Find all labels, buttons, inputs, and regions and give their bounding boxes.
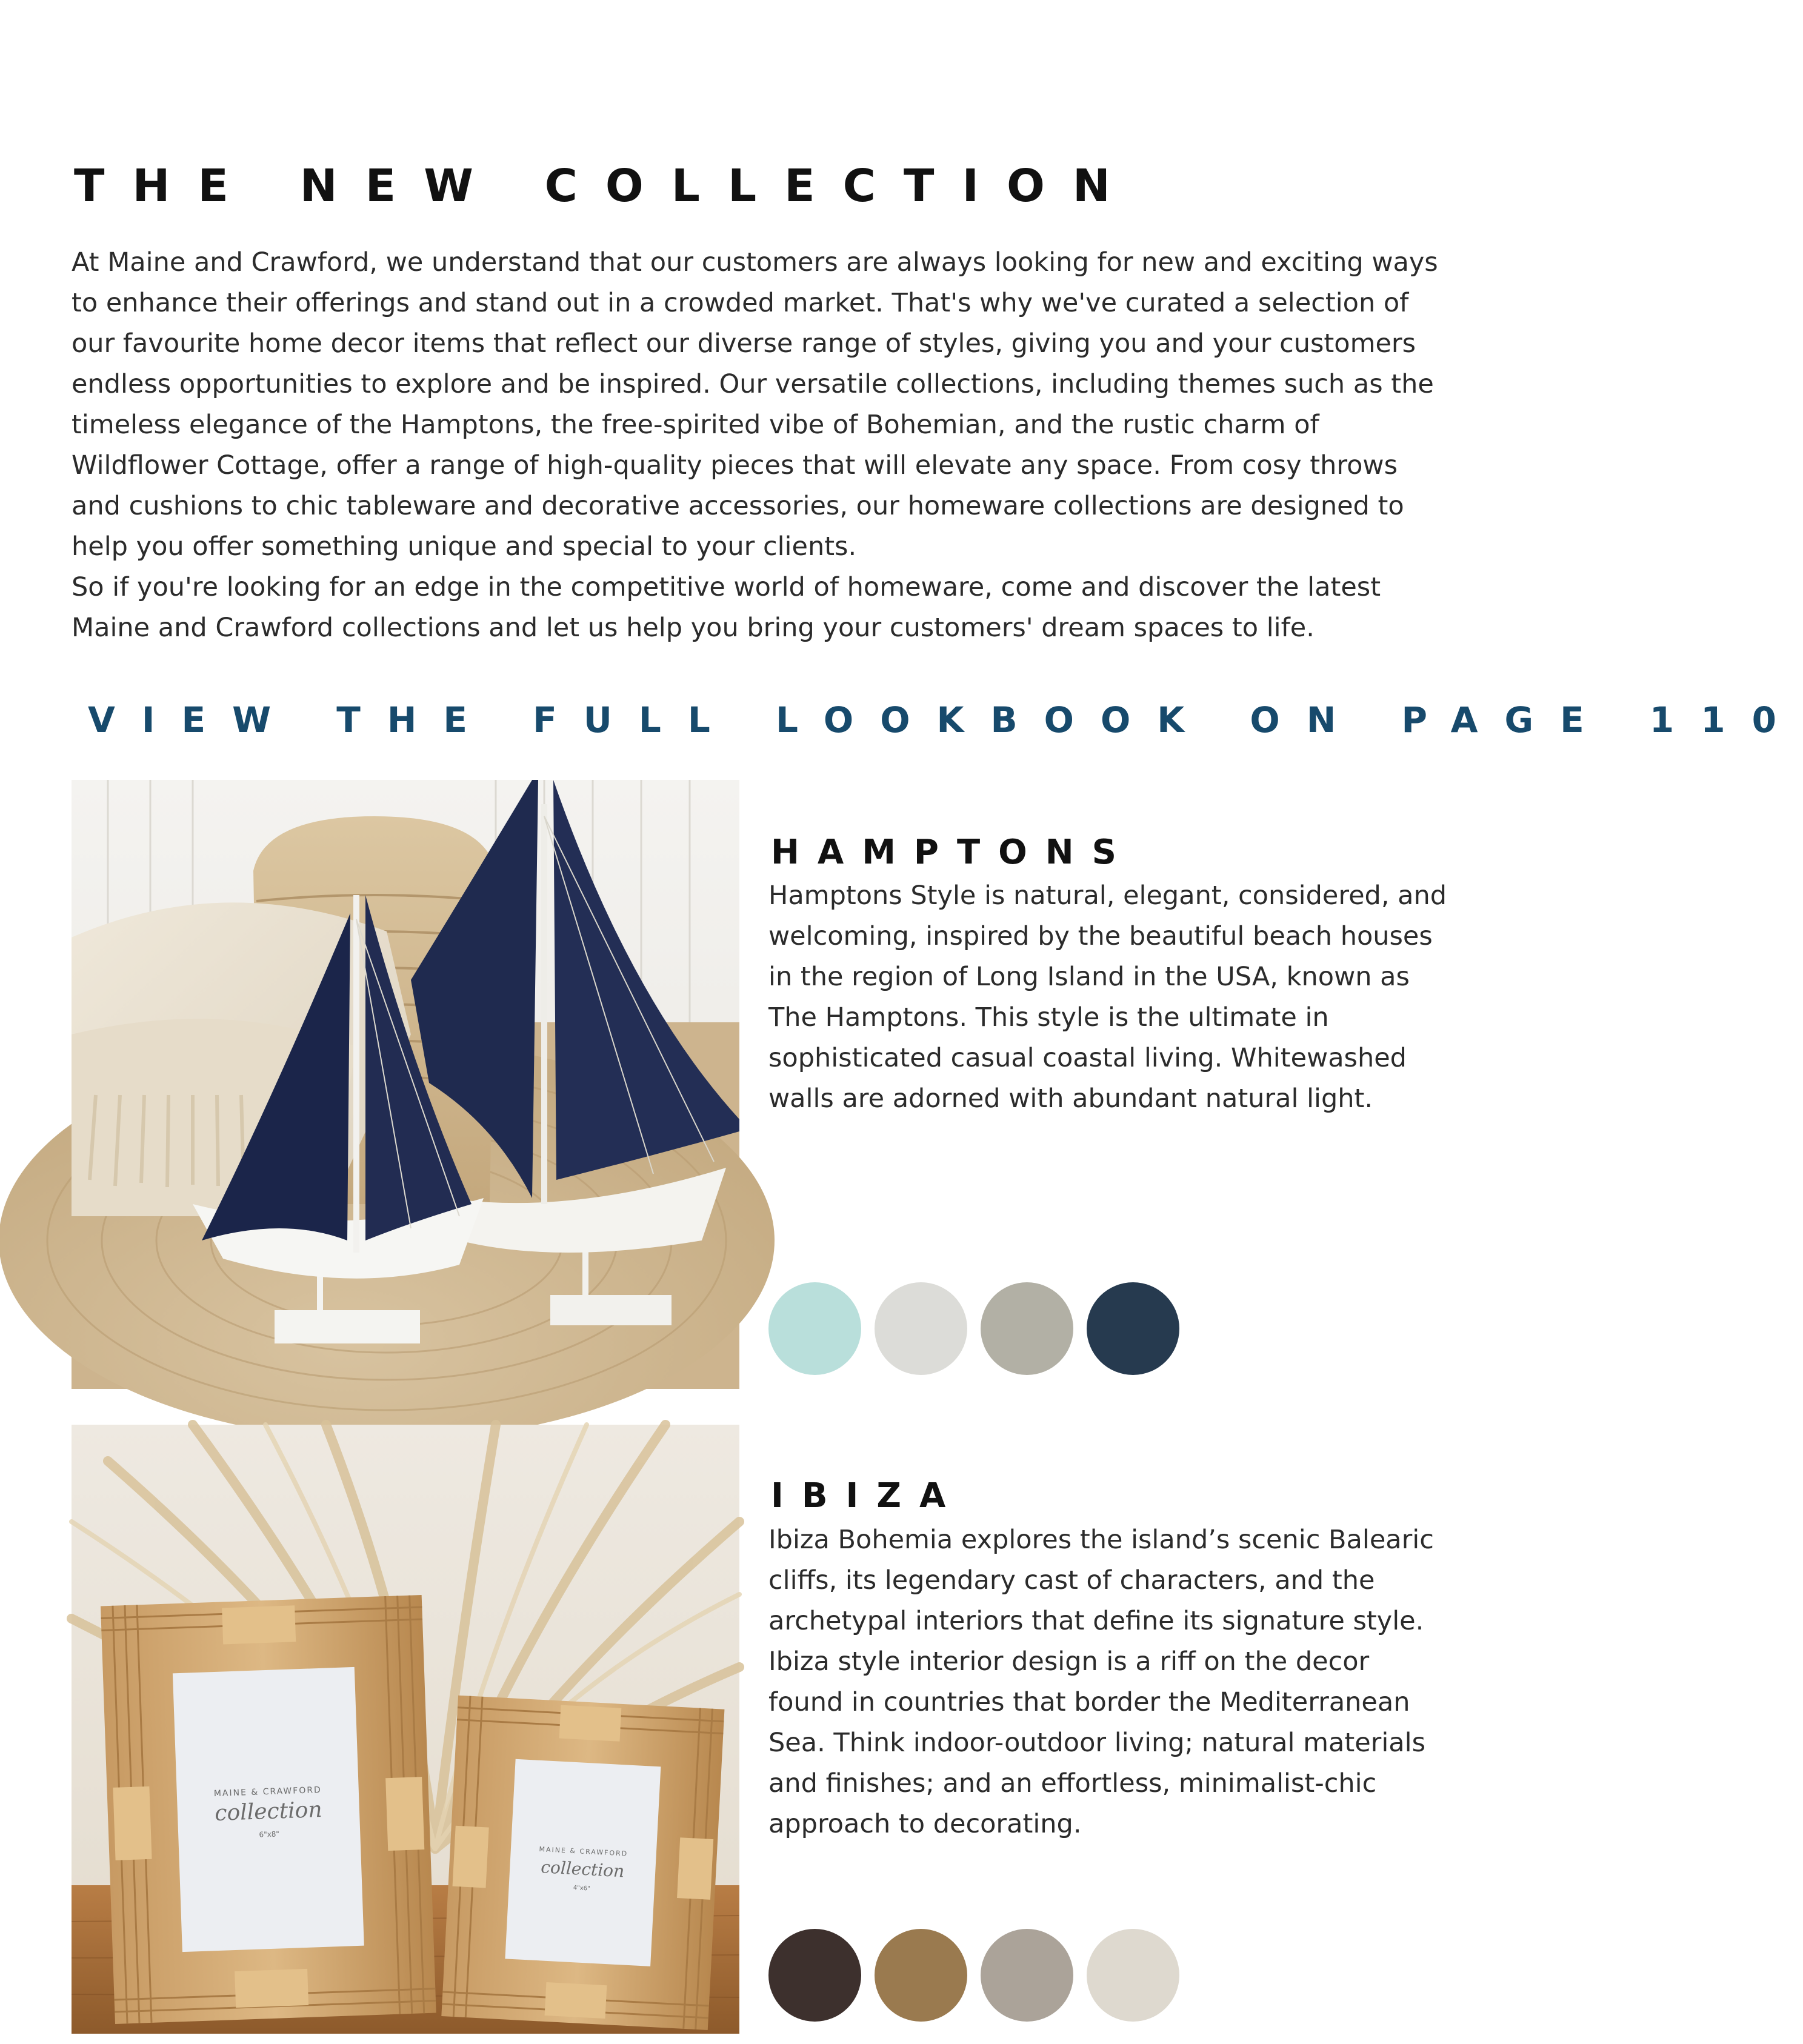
hamptons-color-palette — [768, 1282, 1179, 1375]
color-swatch — [875, 1282, 967, 1375]
intro-paragraph: At Maine and Crawford, we understand that our customers are always looking for new and exciting ways to enhance their offerings and stand out in a crowded market. That's why we've curated a selection of our favourite home decor items that reflect our diverse range of styles, giving you and your customers endless opportunities to explore and be inspired. Our versatile collections, including themes such as the timeless elegance of the Hamptons, the free-spirited vibe of Bohemian, and the rustic charm of Wildflower Cottage, offer a range of high-quality pieces that will elevate any space. From cosy throws and cushions to chic tableware and decorative accessories, our homeware collections are designed to help you offer something unique and special to your clients. So if you're looking for an edge in the competitive world of homeware, come and discover the latest Maine and Crawford collections and let us help you bring your customers' dream spaces to life. — [72, 247, 1438, 643]
frame-size-small: 4"x6" — [573, 1885, 590, 1893]
color-swatch — [768, 1282, 861, 1375]
frame-brand-small: MAINE & CRAWFORD — [539, 1845, 628, 1858]
color-swatch — [981, 1929, 1073, 2022]
frame-script-small: collection — [540, 1857, 625, 1882]
lookbook-link[interactable]: VIEW THE FULL LOOKBOOK ON PAGE 110 — [88, 699, 1803, 741]
color-swatch — [981, 1282, 1073, 1375]
color-swatch — [768, 1929, 861, 2022]
color-swatch — [1087, 1282, 1179, 1375]
ibiza-color-palette — [768, 1929, 1179, 2022]
rattan-frames-photo — [72, 1425, 739, 2034]
sailboats-photo — [72, 780, 739, 1389]
color-swatch — [1087, 1929, 1179, 2022]
hamptons-description: Hamptons Style is natural, elegant, considered, and welcoming, inspired by the beautiful beach houses in the region of Long Island in the USA, known as The Hamptons. This style is the ultimate in sophisticated casual coastal living. Whitewashed walls are adorned with abundant natural light. — [768, 881, 1447, 1114]
page-title: THE NEW COLLECTION — [74, 160, 1138, 212]
ibiza-title: IBIZA — [771, 1476, 964, 1516]
hamptons-title: HAMPTONS — [771, 833, 1135, 872]
frame-script-large: collection — [214, 1797, 323, 1826]
ibiza-description: Ibiza Bohemia explores the island’s scenic Balearic cliffs, its legendary cast of characters, and the archetypal interiors that define its signature style. Ibiza style interior design is a riff on the decor found in countries that border the Mediterranean Sea. Think indoor-outdoor living; natural materials and finishes; and an effortless, minimalist-chic approach to decorating. — [768, 1525, 1434, 1839]
frame-size-large: 6"x8" — [259, 1829, 280, 1839]
frame-brand-large: MAINE & CRAWFORD — [213, 1785, 322, 1799]
color-swatch — [875, 1929, 967, 2022]
